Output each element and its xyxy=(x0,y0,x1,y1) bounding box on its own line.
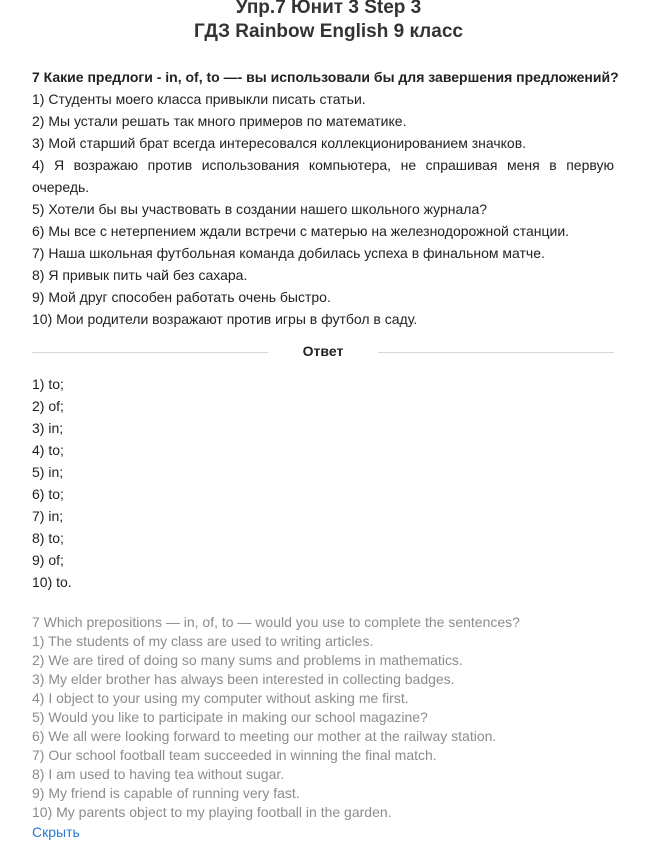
task-item: 4) Я возражаю против использования компьютера, не спрашивая меня в первую очередь. xyxy=(32,157,614,195)
translation-item: 2) We are tired of doing so many sums and problems in mathematics. xyxy=(32,652,463,668)
answer-item: 5) in; xyxy=(32,464,64,480)
divider-line-right xyxy=(378,352,614,353)
translation-item: 8) I am used to having tea without sugar. xyxy=(32,766,285,782)
answer-item: 1) to; xyxy=(32,376,64,392)
task-item: 3) Мой старший брат всегда интересовался коллекционированием значков. xyxy=(32,135,527,151)
answer-item: 7) in; xyxy=(32,508,64,524)
answer-item: 8) to; xyxy=(32,530,64,546)
task-item: 10) Мои родители возражают против игры в футбол в саду. xyxy=(32,311,418,327)
answer-divider xyxy=(32,342,614,362)
translation-item: 6) We all were looking forward to meeting our mother at the railway station. xyxy=(32,728,497,744)
translation-item: 5) Would you like to participate in making our school magazine? xyxy=(32,709,428,725)
answer-item: 4) to; xyxy=(32,442,64,458)
task-item: 7) Наша школьная футбольная команда добилась успеха в финальном матче. xyxy=(32,245,545,261)
translation-section xyxy=(32,613,632,822)
answer-item: 10) to. xyxy=(32,574,72,590)
page-title-line-2: ГДЗ Rainbow English 9 класс xyxy=(194,21,463,42)
page-title-line-1: Упр.7 Юнит 3 Step 3 xyxy=(235,0,422,18)
task-item: 2) Мы устали решать так много примеров по математике. xyxy=(32,113,407,129)
translation-item: 1) The students of my class are used to writing articles. xyxy=(32,633,374,649)
task-item: 1) Студенты моего класса привыкли писать статьи. xyxy=(32,91,366,107)
task-item: 6) Мы все с нетерпением ждали встречи с матерью на железнодорожной станции. xyxy=(32,223,570,239)
answer-list xyxy=(32,373,72,593)
answer-item: 2) of; xyxy=(32,398,64,414)
translation-item: 4) I object to your using my computer without asking me first. xyxy=(32,690,409,706)
answer-item: 3) in; xyxy=(32,420,64,436)
task-section xyxy=(32,66,619,330)
answer-item: 9) of; xyxy=(32,552,64,568)
hide-translation-link[interactable]: Скрыть xyxy=(32,824,80,840)
task-item: 8) Я привык пить чай без сахара. xyxy=(32,267,248,283)
translation-item: 7) Our school football team succeeded in winning the final match. xyxy=(32,747,437,763)
translation-item: 10) My parents object to my playing football in the garden. xyxy=(32,804,392,820)
translation-heading: 7 Which prepositions — in, of, to — would you use to complete the sentences? xyxy=(32,614,520,630)
task-item: 5) Хотели бы вы участвовать в создании нашего школьного журнала? xyxy=(32,201,488,217)
task-item: 9) Мой друг способен работать очень быстро. xyxy=(32,289,331,305)
answer-item: 6) to; xyxy=(32,486,64,502)
task-heading: 7 Какие предлоги - in, of, to —- вы использовали бы для завершения предложений? xyxy=(32,69,619,85)
answer-label: Ответ xyxy=(302,343,344,359)
page-title xyxy=(0,0,657,44)
translation-item: 9) My friend is capable of running very fast. xyxy=(32,785,300,801)
translation-item: 3) My elder brother has always been interested in collecting badges. xyxy=(32,671,455,687)
